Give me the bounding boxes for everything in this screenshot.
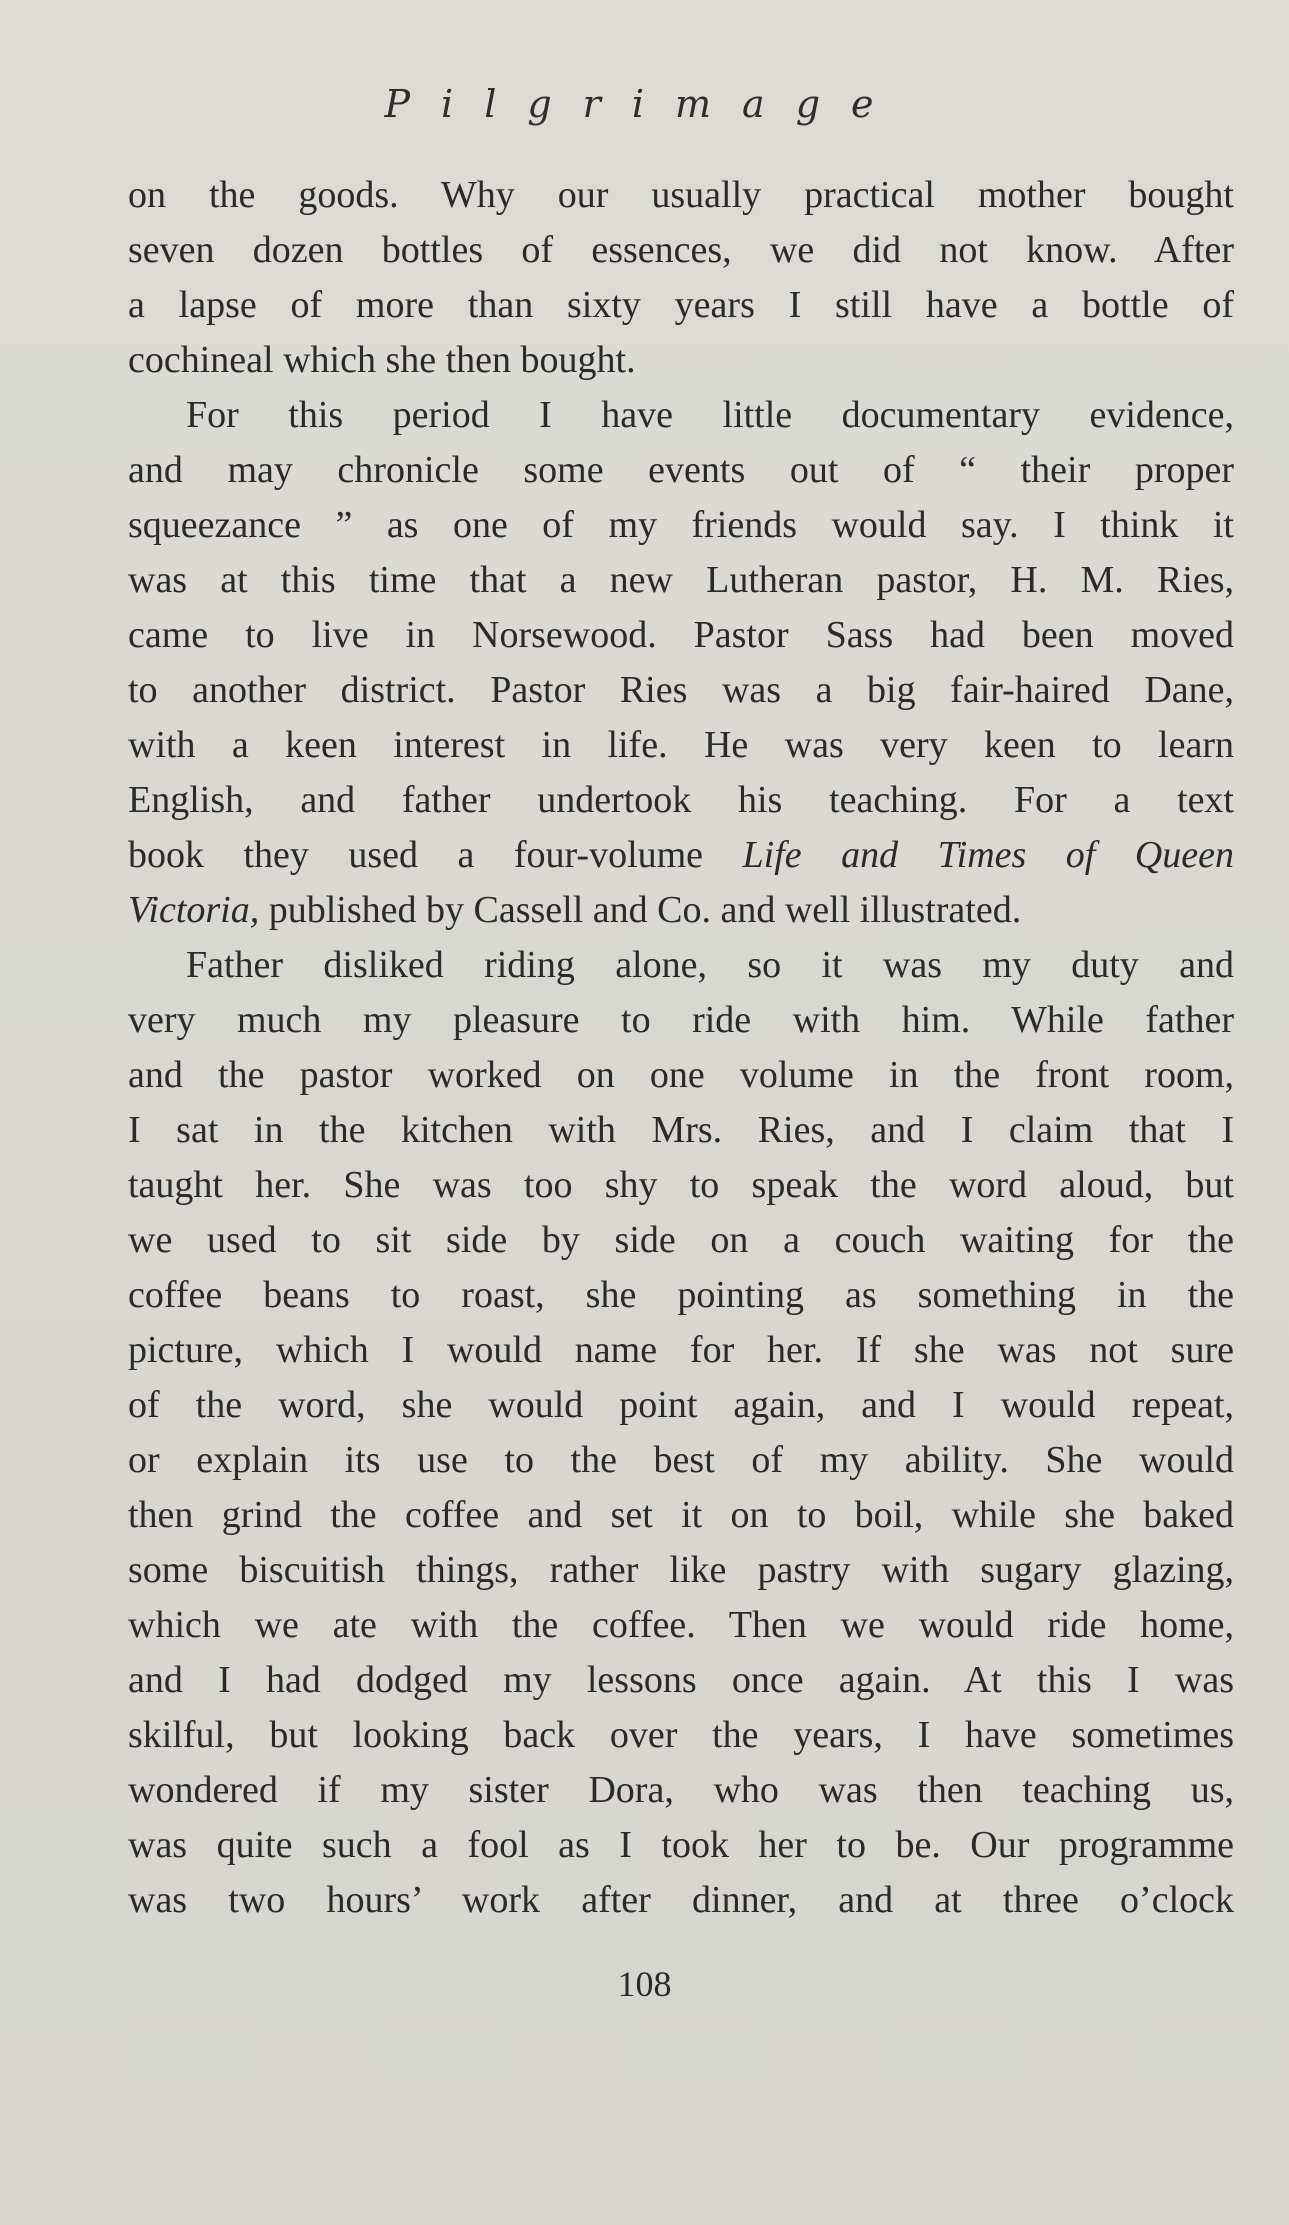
text-line: some biscuitish things, rather like pastry with sugary glazing, — [128, 1549, 1234, 1591]
text-line: squeezance ” as one of my friends would say. I think it — [128, 504, 1234, 546]
running-head: Pilgrimage — [384, 82, 905, 126]
text-line: picture, which I would name for her. If she was not sure — [128, 1329, 1234, 1371]
text-line: to another district. Pastor Ries was a big fair-haired Dane, — [128, 669, 1234, 711]
text-line: or explain its use to the best of my ability. She would — [128, 1439, 1234, 1481]
book-title-italic: Life and Times of Queen — [742, 834, 1234, 876]
text-line: of the word, she would point again, and I would repeat, — [128, 1384, 1234, 1426]
text-line: and I had dodged my lessons once again. At this I was — [128, 1659, 1234, 1701]
text-line: was at this time that a new Lutheran pastor, H. M. Ries, — [128, 559, 1234, 601]
text-line: which we ate with the coffee. Then we would ride home, — [128, 1604, 1234, 1646]
text-line: seven dozen bottles of essences, we did not know. After — [128, 229, 1234, 271]
text-segment: book they used a four-volume — [128, 834, 743, 876]
text-line: wondered if my sister Dora, who was then teaching us, — [128, 1769, 1234, 1811]
text-line: and may chronicle some events out of “ their proper — [128, 449, 1234, 491]
text-segment: published by Cassell and Co. and well illustrated. — [259, 889, 1022, 931]
text-line: I sat in the kitchen with Mrs. Ries, and I claim that I — [128, 1109, 1234, 1151]
text-line: came to live in Norsewood. Pastor Sass had been moved — [128, 614, 1234, 656]
text-line: skilful, but looking back over the years, I have sometimes — [128, 1714, 1234, 1756]
text-line: we used to sit side by side on a couch waiting for the — [128, 1219, 1234, 1261]
text-line: and the pastor worked on one volume in the front room, — [128, 1054, 1234, 1096]
text-line: was two hours’ work after dinner, and at three o’clock — [128, 1879, 1234, 1921]
body-text — [128, 168, 1234, 1928]
text-line-with-title — [128, 828, 1234, 883]
text-line: with a keen interest in life. He was very keen to learn — [128, 724, 1234, 766]
text-line: was quite such a fool as I took her to be. Our programme — [128, 1824, 1234, 1866]
text-line: a lapse of more than sixty years I still have a bottle of — [128, 284, 1234, 326]
text-line: coffee beans to roast, she pointing as something in the — [128, 1274, 1234, 1316]
text-line: taught her. She was too shy to speak the word aloud, but — [128, 1164, 1234, 1206]
text-line: English, and father undertook his teaching. For a text — [128, 779, 1234, 821]
text-line: on the goods. Why our usually practical mother bought — [128, 174, 1234, 216]
text-line-with-title — [128, 883, 1234, 938]
book-title-italic: Victoria, — [128, 889, 260, 931]
paragraph-start-line: Father disliked riding alone, so it was my duty and — [186, 944, 1234, 986]
text-line: then grind the coffee and set it on to boil, while she baked — [128, 1494, 1234, 1536]
text-line: very much my pleasure to ride with him. While father — [128, 999, 1234, 1041]
paragraph-start-line: For this period I have little documentary evidence, — [186, 394, 1234, 436]
page-number: 108 — [617, 1964, 672, 2004]
text-line: cochineal which she then bought. — [128, 339, 636, 381]
